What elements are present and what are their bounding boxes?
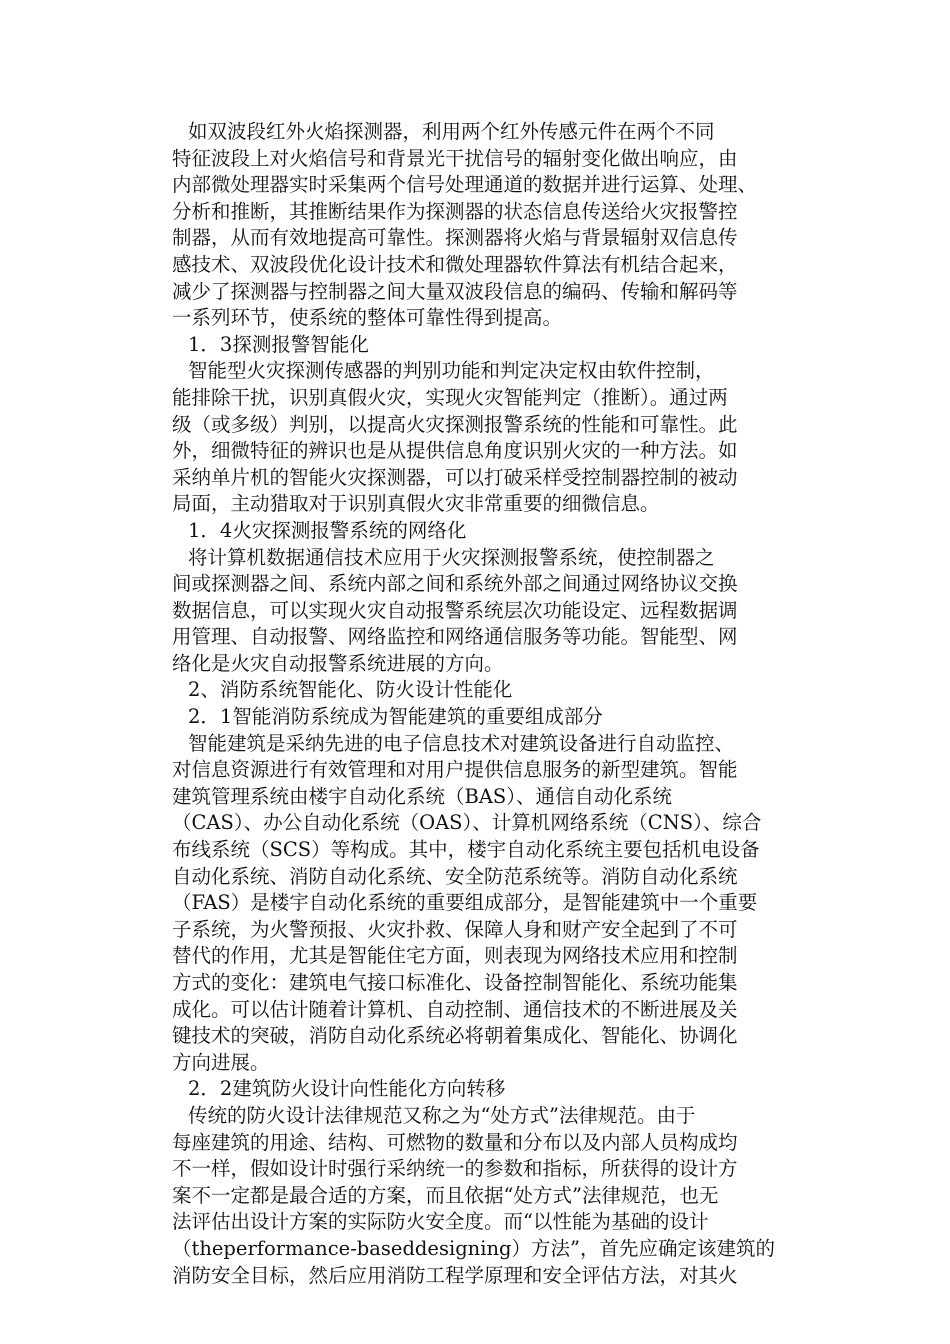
text-line: （CAS）、办公自动化系统（OAS）、计算机网络系统（CNS）、综合 bbox=[172, 811, 762, 835]
text-line: （theperformance-baseddesigning）方法”，首先应确定该建筑的 bbox=[172, 1236, 775, 1260]
text-line: 采纳单片机的智能火灾探测器，可以打破采样受控制器控制的被动 bbox=[172, 465, 738, 489]
text-line: 1．3探测报警智能化 bbox=[188, 332, 369, 356]
text-line: 外，细微特征的辨识也是从提供信息角度识别火灾的一种方法。如 bbox=[172, 439, 738, 463]
text-line: 不一样，假如设计时强行采纳统一的参数和指标，所获得的设计方 bbox=[172, 1157, 738, 1181]
text-line: 一系列环节，使系统的整体可靠性得到提高。 bbox=[172, 306, 563, 330]
text-line: 自动化系统、消防自动化系统、安全防范系统等。消防自动化系统 bbox=[172, 864, 738, 888]
text-line: 感技术、双波段优化设计技术和微处理器软件算法有机结合起来， bbox=[172, 252, 738, 276]
text-line: 成化。可以估计随着计算机、自动控制、通信技术的不断进展及关 bbox=[172, 997, 738, 1021]
text-line: 替代的作用，尤其是智能住宅方面，则表现为网络技术应用和控制 bbox=[172, 944, 738, 968]
text-line: 方向进展。 bbox=[172, 1050, 270, 1074]
text-line: 内部微处理器实时采集两个信号处理通道的数据并进行运算、处理、 bbox=[172, 173, 758, 197]
text-line: 消防安全目标，然后应用消防工程学原理和安全评估方法，对其火 bbox=[172, 1263, 738, 1287]
text-line: 法评估出设计方案的实际防火安全度。而“以性能为基础的设计 bbox=[172, 1210, 709, 1234]
text-line: 级（或多级）判别，以提高火灾探测报警系统的性能和可靠性。此 bbox=[172, 412, 738, 436]
text-line: 如双波段红外火焰探测器，利用两个红外传感元件在两个不同 bbox=[188, 120, 715, 143]
text-line: 间或探测器之间、系统内部之间和系统外部之间通过网络协议交换 bbox=[172, 572, 738, 596]
text-line: 布线系统（SCS）等构成。其中，楼宇自动化系统主要包括机电设备 bbox=[172, 838, 760, 862]
text-line: 用管理、自动报警、网络监控和网络通信服务等功能。智能型、网 bbox=[172, 625, 738, 649]
text-line: 建筑管理系统由楼宇自动化系统（BAS）、通信自动化系统 bbox=[172, 784, 673, 808]
text-line: 络化是火灾自动报警系统进展的方向。 bbox=[172, 651, 504, 675]
text-line: 2．2建筑防火设计向性能化方向转移 bbox=[188, 1077, 506, 1101]
text-line: 分析和推断，其推断结果作为探测器的状态信息传送给火灾报警控 bbox=[172, 199, 738, 223]
text-line: 特征波段上对火焰信号和背景光干扰信号的辐射变化做出响应，由 bbox=[172, 146, 738, 170]
text-line: 子系统，为火警预报、火灾扑救、保障人身和财产安全起到了不可 bbox=[172, 917, 738, 941]
text-line: 每座建筑的用途、结构、可燃物的数量和分布以及内部人员构成均 bbox=[172, 1130, 738, 1154]
text-line: 方式的变化：建筑电气接口标准化、设备控制智能化、系统功能集 bbox=[172, 971, 738, 994]
text-line: （FAS）是楼宇自动化系统的重要组成部分，是智能建筑中一个重要 bbox=[172, 891, 758, 915]
text-line: 2．1智能消防系统成为智能建筑的重要组成部分 bbox=[188, 705, 603, 729]
text-line: 传统的防火设计法律规范又称之为“处方式”法律规范。由于 bbox=[188, 1103, 696, 1127]
text-line: 智能型火灾探测传感器的判别功能和判定决定权由软件控制， bbox=[188, 359, 715, 383]
text-line: 减少了探测器与控制器之间大量双波段信息的编码、传输和解码等 bbox=[172, 279, 738, 303]
text-line: 能排除干扰，识别真假火灾，实现火灾智能判定（推断）。通过两 bbox=[172, 385, 728, 409]
text-line: 智能建筑是采纳先进的电子信息技术对建筑设备进行自动监控、 bbox=[188, 731, 735, 755]
text-line: 2、消防系统智能化、防火设计性能化 bbox=[188, 678, 513, 702]
text-line: 数据信息，可以实现火灾自动报警系统层次功能设定、远程数据调 bbox=[172, 598, 738, 622]
text-line: 局面，主动猎取对于识别真假火灾非常重要的细微信息。 bbox=[172, 492, 660, 516]
text-line: 制器，从而有效地提高可靠性。探测器将火焰与背景辐射双信息传 bbox=[172, 226, 738, 250]
text-line: 案不一定都是最合适的方案，而且依据“处方式”法律规范，也无 bbox=[172, 1183, 719, 1207]
document-body bbox=[172, 119, 804, 1289]
text-line: 将计算机数据通信技术应用于火灾探测报警系统，使控制器之 bbox=[188, 545, 715, 569]
text-line: 对信息资源进行有效管理和对用户提供信息服务的新型建筑。智能 bbox=[172, 758, 738, 782]
text-line: 键技术的突破，消防自动化系统必将朝着集成化、智能化、协调化 bbox=[172, 1024, 738, 1048]
text-line: 1．4火灾探测报警系统的网络化 bbox=[188, 518, 467, 542]
